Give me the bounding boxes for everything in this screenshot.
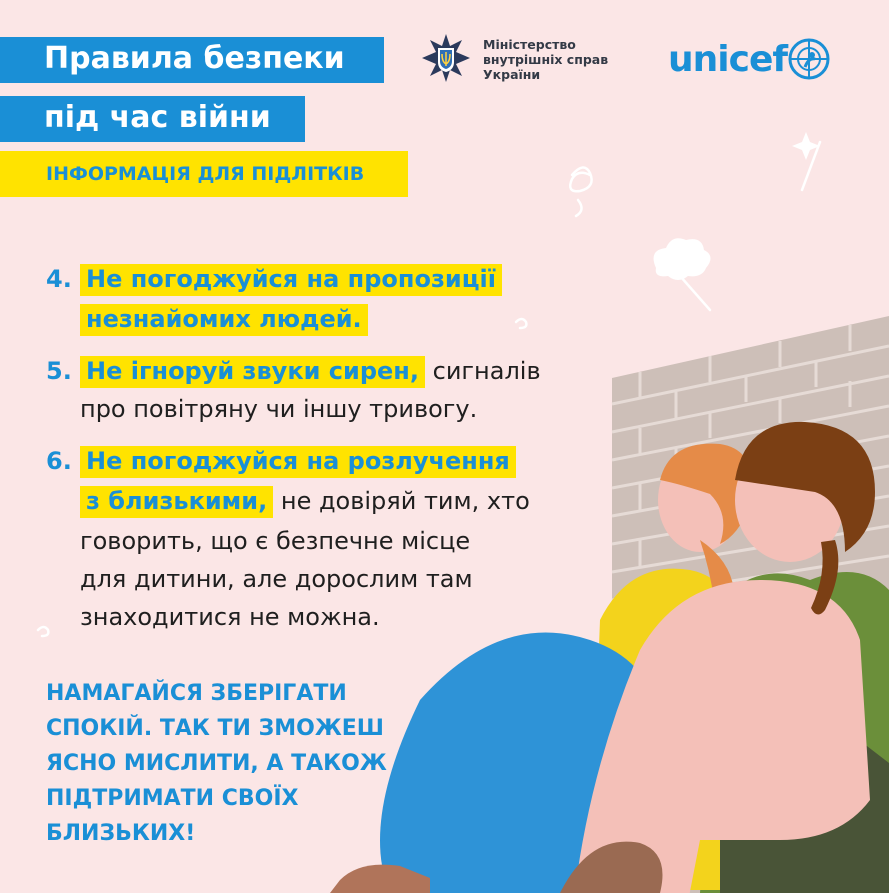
rule-number: 6.: [46, 447, 72, 475]
rule-highlight: Не ігноруй звуки сирен,: [80, 356, 425, 388]
rule-text: для дитини, але дорослим там: [80, 565, 473, 593]
ministry-emblem-icon: [420, 32, 472, 84]
rule-text: говорить, що є безпечне місце: [80, 527, 471, 555]
cloud-icon: [654, 238, 711, 280]
rule-text: про повітряну чи іншу тривогу.: [80, 395, 478, 423]
calm-message-line-5: БЛИЗЬКИХ!: [46, 821, 196, 846]
calm-message: [46, 676, 387, 851]
unicef-logo-text: unicef: [668, 39, 788, 80]
rule-number: 5.: [46, 357, 72, 385]
rule-highlight: з близькими,: [80, 486, 273, 518]
rule-highlight: Не погоджуйся на пропозиції: [80, 264, 502, 296]
rule-text: сигналів: [432, 357, 541, 385]
rule-text: не довіряй тим, хто: [280, 487, 530, 515]
title-line-1: Правила безпеки: [0, 37, 384, 83]
calm-message-line-4: ПІДТРИМАТИ СВОЇХ: [46, 786, 299, 811]
ministry-name-line-3: України: [483, 67, 541, 82]
calm-message-line-3: ЯСНО МИСЛИТИ, А ТАКОЖ: [46, 751, 387, 776]
rule-text: знаходитися не можна.: [80, 603, 380, 631]
ministry-name: [483, 37, 608, 82]
subtitle-banner: ІНФОРМАЦІЯ ДЛЯ ПІДЛІТКІВ: [0, 151, 408, 197]
ministry-name-line-1: Міністерство: [483, 37, 576, 52]
rule-highlight: незнайомих людей.: [80, 304, 368, 336]
unicef-emblem-icon: [787, 37, 831, 81]
title-line-2: під час війни: [0, 96, 305, 142]
rule-number: 4.: [46, 265, 72, 293]
calm-message-line-2: СПОКІЙ. ТАК ТИ ЗМОЖЕШ: [46, 716, 384, 741]
rule-highlight: Не погоджуйся на розлучення: [80, 446, 516, 478]
calm-message-line-1: НАМАГАЙСЯ ЗБЕРІГАТИ: [46, 681, 347, 706]
ministry-name-line-2: внутрішніх справ: [483, 52, 609, 67]
